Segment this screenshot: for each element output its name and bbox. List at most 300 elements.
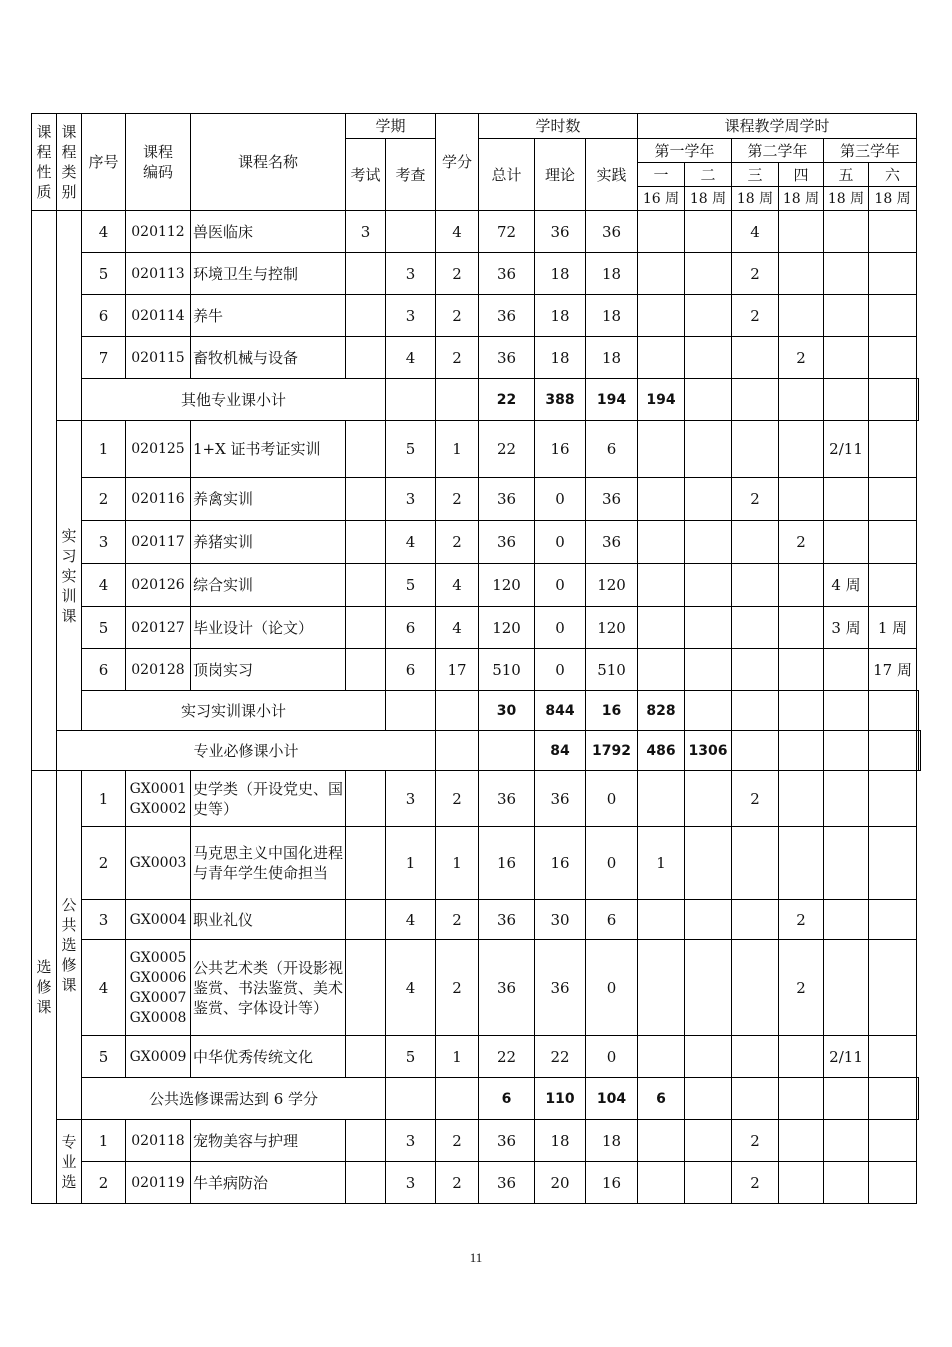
code-cell: GX0004: [126, 900, 191, 940]
total-hours-cell: 22: [479, 1036, 535, 1078]
credit-cell: 4: [436, 211, 479, 253]
seq-cell: 4: [82, 211, 126, 253]
total-hours-cell: 1792: [586, 731, 638, 771]
exam-cell: [386, 1078, 436, 1120]
semester-cell: [869, 1078, 917, 1120]
type-cell-other: [57, 211, 82, 421]
seq-cell: 2: [82, 478, 126, 521]
semester-cell: 2: [732, 771, 779, 827]
semester-cell: [638, 900, 685, 940]
check-cell: [386, 211, 436, 253]
semester-cell: [779, 478, 824, 521]
semester-cell: [685, 691, 732, 731]
semester-cell: 2/11: [824, 421, 869, 478]
semester-cell: [685, 771, 732, 827]
header-category: 课程性质: [32, 114, 57, 211]
header-seq: 序号: [82, 114, 126, 211]
theory-hours-cell: 486: [638, 731, 685, 771]
semester-cell: 2: [732, 295, 779, 337]
seq-cell: 2: [82, 827, 126, 900]
semester-cell: [779, 649, 824, 691]
check-cell: 3: [386, 478, 436, 521]
semester-cell: [638, 564, 685, 607]
header-year1: 第一学年: [638, 139, 732, 163]
course-name-cell: 中华优秀传统文化: [191, 1036, 346, 1078]
semester-cell: [869, 478, 917, 521]
semester-cell: [869, 521, 917, 564]
semester-cell: [824, 295, 869, 337]
seq-cell: 1: [82, 421, 126, 478]
seq-cell: 2: [82, 1162, 126, 1204]
course-name-cell: 马克思主义中国化进程与青年学生使命担当: [191, 827, 346, 900]
header-code: 课程编码: [126, 114, 191, 211]
practice-hours-cell: 828: [638, 691, 685, 731]
header-credit: 学分: [436, 114, 479, 211]
credit-cell: 2: [436, 253, 479, 295]
header-weeks: 18 周: [685, 187, 732, 211]
practice-hours-cell: 18: [586, 253, 638, 295]
semester-cell: [869, 771, 917, 827]
semester-cell: 4: [732, 211, 779, 253]
subtotal-row: [32, 731, 921, 771]
check-cell: 4: [386, 900, 436, 940]
total-hours-cell: 120: [479, 564, 535, 607]
semester-cell: [685, 337, 732, 379]
subtotal-row: [32, 691, 921, 731]
semester-cell: [638, 1162, 685, 1204]
practice-hours-cell: 6: [586, 900, 638, 940]
type-cell-public-elective: [57, 771, 82, 1120]
semester-cell: 2: [732, 478, 779, 521]
practice-hours-cell: 1306: [685, 731, 732, 771]
semester-cell: [779, 1078, 824, 1120]
credit-cell: 2: [436, 1120, 479, 1162]
course-name-cell: 养猪实训: [191, 521, 346, 564]
semester-cell: [779, 211, 824, 253]
table-row: [32, 253, 921, 295]
seq-cell: 4: [82, 940, 126, 1036]
theory-hours-cell: 20: [535, 1162, 586, 1204]
exam-cell: [346, 421, 386, 478]
header-name: 课程名称: [191, 114, 346, 211]
header-weeks: 18 周: [779, 187, 824, 211]
theory-hours-cell: 0: [535, 521, 586, 564]
semester-cell: [732, 940, 779, 1036]
course-name-cell: 职业礼仪: [191, 900, 346, 940]
practice-hours-cell: 0: [586, 771, 638, 827]
table-row: [32, 1120, 921, 1162]
semester-cell: [685, 253, 732, 295]
exam-cell: [346, 1036, 386, 1078]
theory-hours-cell: 194: [586, 379, 638, 421]
total-hours-cell: 110: [535, 1078, 586, 1120]
semester-cell: [685, 1120, 732, 1162]
semester-cell: [869, 1162, 917, 1204]
semester-cell: [779, 295, 824, 337]
credit-cell: 2: [436, 900, 479, 940]
semester-cell: [869, 564, 917, 607]
check-cell: 3: [386, 1162, 436, 1204]
semester-cell: 2: [732, 1162, 779, 1204]
theory-hours-cell: 22: [535, 1036, 586, 1078]
theory-hours-cell: 36: [535, 771, 586, 827]
credit-cell: 4: [436, 607, 479, 649]
semester-cell: [824, 521, 869, 564]
exam-cell: [346, 521, 386, 564]
semester-cell: [824, 1120, 869, 1162]
theory-hours-cell: 16: [535, 421, 586, 478]
semester-cell: [779, 421, 824, 478]
semester-cell: [824, 379, 869, 421]
semester-cell: [779, 691, 824, 731]
semester-cell: [732, 827, 779, 900]
semester-cell: [824, 478, 869, 521]
subtotal-row: [32, 379, 921, 421]
credit-cell: 1: [436, 827, 479, 900]
credit-cell: 6: [479, 1078, 535, 1120]
credit-cell: 2: [436, 940, 479, 1036]
code-cell: 020126: [126, 564, 191, 607]
header-total: 总计: [479, 139, 535, 211]
seq-cell: 1: [82, 771, 126, 827]
table-row: [32, 1036, 921, 1078]
practice-hours-cell: 120: [586, 607, 638, 649]
total-hours-cell: 36: [479, 1162, 535, 1204]
semester-cell: [638, 1036, 685, 1078]
table-row: [32, 478, 921, 521]
course-name-cell: 史学类（开设党史、国史等）: [191, 771, 346, 827]
semester-cell: [869, 900, 917, 940]
semester-cell: [779, 771, 824, 827]
header-semester: 四: [779, 163, 824, 187]
header-weekly: 课程教学周学时: [638, 114, 917, 139]
semester-cell: [732, 564, 779, 607]
check-cell: 3: [386, 253, 436, 295]
semester-cell: [824, 1078, 869, 1120]
seq-cell: 5: [82, 253, 126, 295]
semester-cell: [685, 940, 732, 1036]
table-row: [32, 295, 921, 337]
semester-cell: [779, 607, 824, 649]
practice-hours-cell: 18: [586, 337, 638, 379]
semester-cell: 2: [732, 253, 779, 295]
check-cell: [479, 731, 535, 771]
total-hours-cell: 36: [479, 253, 535, 295]
total-hours-cell: 510: [479, 649, 535, 691]
subtotal-label: 其他专业课小计: [82, 379, 386, 421]
semester-cell: [869, 940, 917, 1036]
total-hours-cell: 36: [479, 940, 535, 1036]
exam-cell: [346, 649, 386, 691]
semester-cell: [638, 771, 685, 827]
code-cell: 020117: [126, 521, 191, 564]
course-name-cell: 顶岗实习: [191, 649, 346, 691]
check-cell: [436, 379, 479, 421]
practice-hours-cell: 6: [586, 421, 638, 478]
exam-cell: [346, 253, 386, 295]
group-label: 选修课: [36, 958, 52, 1016]
total-hours-cell: 36: [479, 521, 535, 564]
code-cell: GX0001 GX0002: [126, 771, 191, 827]
semester-cell: [869, 827, 917, 900]
semester-cell: [638, 649, 685, 691]
practice-hours-cell: 36: [586, 478, 638, 521]
table-row: [32, 521, 921, 564]
table-row: [32, 211, 921, 253]
semester-cell: [869, 253, 917, 295]
semester-cell: [779, 379, 824, 421]
group-label: 专业选: [61, 1132, 77, 1191]
semester-cell: [638, 1120, 685, 1162]
theory-hours-cell: 0: [535, 564, 586, 607]
semester-cell: [824, 827, 869, 900]
code-cell: 020128: [126, 649, 191, 691]
semester-cell: [685, 478, 732, 521]
semester-cell: [824, 337, 869, 379]
seq-cell: 5: [82, 607, 126, 649]
exam-cell: [346, 478, 386, 521]
header-type: 课程类别: [57, 114, 82, 211]
credit-cell: 17: [436, 649, 479, 691]
header-weeks: 18 周: [869, 187, 917, 211]
semester-cell: [824, 211, 869, 253]
exam-cell: 3: [346, 211, 386, 253]
header-semester: 二: [685, 163, 732, 187]
semester-cell: [824, 253, 869, 295]
check-cell: 3: [386, 771, 436, 827]
credit-cell: 30: [479, 691, 535, 731]
code-cell: 020118: [126, 1120, 191, 1162]
theory-hours-cell: 0: [535, 607, 586, 649]
semester-cell: [638, 295, 685, 337]
semester-cell: [732, 1036, 779, 1078]
table-row: [32, 940, 921, 1036]
group-label: 公共选修课: [61, 896, 77, 994]
seq-cell: 6: [82, 649, 126, 691]
semester-cell: 2: [732, 1120, 779, 1162]
semester-cell: [732, 1078, 779, 1120]
semester-cell: [779, 1162, 824, 1204]
semester-cell: [638, 478, 685, 521]
semester-cell: [919, 731, 921, 771]
semester-cell: [824, 771, 869, 827]
check-cell: 3: [386, 295, 436, 337]
total-hours-cell: 36: [479, 771, 535, 827]
theory-hours-cell: 16: [535, 827, 586, 900]
table-row: [32, 900, 921, 940]
header-weeks: 18 周: [824, 187, 869, 211]
theory-hours-cell: 18: [535, 295, 586, 337]
check-cell: 4: [386, 337, 436, 379]
semester-cell: [685, 607, 732, 649]
code-cell: 020119: [126, 1162, 191, 1204]
semester-cell: [779, 1120, 824, 1162]
credit-cell: 2: [436, 478, 479, 521]
seq-cell: 4: [82, 564, 126, 607]
theory-hours-cell: 18: [535, 1120, 586, 1162]
semester-cell: [685, 900, 732, 940]
code-cell: GX0009: [126, 1036, 191, 1078]
practice-hours-cell: 0: [586, 1036, 638, 1078]
semester-cell: [638, 337, 685, 379]
check-cell: 4: [386, 940, 436, 1036]
semester-cell: [638, 607, 685, 649]
total-hours-cell: 36: [479, 478, 535, 521]
semester-cell: [917, 1078, 919, 1120]
practice-hours-cell: 6: [638, 1078, 685, 1120]
semester-cell: [685, 521, 732, 564]
total-hours-cell: 388: [535, 379, 586, 421]
semester-cell: [638, 211, 685, 253]
semester-cell: [869, 379, 917, 421]
semester-cell: 2: [779, 337, 824, 379]
semester-cell: [732, 379, 779, 421]
subtotal-row: [32, 1078, 921, 1120]
semester-cell: [685, 1036, 732, 1078]
semester-cell: [638, 253, 685, 295]
table-row: [32, 421, 921, 478]
semester-cell: [779, 1036, 824, 1078]
code-cell: GX0003: [126, 827, 191, 900]
theory-hours-cell: 16: [586, 691, 638, 731]
table-row: [32, 649, 921, 691]
type-cell-practical: [57, 421, 82, 731]
semester-cell: [779, 564, 824, 607]
semester-cell: [824, 940, 869, 1036]
practice-hours-cell: 36: [586, 521, 638, 564]
seq-cell: 6: [82, 295, 126, 337]
code-cell: 020112: [126, 211, 191, 253]
semester-cell: [638, 521, 685, 564]
credit-cell: 22: [479, 379, 535, 421]
header-year2: 第二学年: [732, 139, 824, 163]
course-name-cell: 公共艺术类（开设影视鉴赏、书法鉴赏、美术鉴赏、字体设计等）: [191, 940, 346, 1036]
semester-cell: [732, 337, 779, 379]
subtotal-label: 实习实训课小计: [82, 691, 386, 731]
practice-hours-cell: 0: [586, 827, 638, 900]
header-term: 学期: [346, 114, 436, 139]
type-cell-major-elective: [57, 1120, 82, 1204]
total-hours-cell: 22: [479, 421, 535, 478]
table-row: [32, 337, 921, 379]
header-semester: 三: [732, 163, 779, 187]
header-weeks: 18 周: [732, 187, 779, 211]
exam-cell: [346, 1162, 386, 1204]
semester-cell: [685, 649, 732, 691]
total-hours-cell: 72: [479, 211, 535, 253]
semester-cell: [685, 564, 732, 607]
theory-hours-cell: 18: [535, 253, 586, 295]
header-semester: 六: [869, 163, 917, 187]
practice-hours-cell: 510: [586, 649, 638, 691]
exam-cell: [346, 827, 386, 900]
theory-hours-cell: 30: [535, 900, 586, 940]
credit-cell: 1: [436, 1036, 479, 1078]
semester-cell: 2: [779, 900, 824, 940]
table-row: [32, 771, 921, 827]
semester-cell: 3 周: [824, 607, 869, 649]
semester-cell: [685, 421, 732, 478]
semester-cell: 2: [779, 521, 824, 564]
semester-cell: [824, 731, 869, 771]
category-cell-elective: [32, 771, 57, 1204]
theory-hours-cell: 36: [535, 211, 586, 253]
subtotal-label: 公共选修课需达到 6 学分: [82, 1078, 386, 1120]
check-cell: [436, 1078, 479, 1120]
credit-cell: 2: [436, 337, 479, 379]
total-hours-cell: 36: [479, 337, 535, 379]
seq-cell: 1: [82, 1120, 126, 1162]
semester-cell: [917, 691, 919, 731]
semester-cell: [732, 731, 779, 771]
course-name-cell: 畜牧机械与设备: [191, 337, 346, 379]
header-practice: 实践: [586, 139, 638, 211]
check-cell: 5: [386, 564, 436, 607]
semester-cell: [869, 421, 917, 478]
semester-cell: [779, 827, 824, 900]
semester-cell: [869, 731, 917, 771]
exam-cell: [346, 940, 386, 1036]
semester-cell: [732, 421, 779, 478]
exam-cell: [346, 295, 386, 337]
code-cell: 020115: [126, 337, 191, 379]
semester-cell: [869, 1036, 917, 1078]
semester-cell: [824, 900, 869, 940]
header-theory: 理论: [535, 139, 586, 211]
check-cell: 6: [386, 607, 436, 649]
exam-cell: [346, 337, 386, 379]
semester-cell: 1: [638, 827, 685, 900]
total-hours-cell: 120: [479, 607, 535, 649]
semester-cell: [824, 1162, 869, 1204]
check-cell: 1: [386, 827, 436, 900]
semester-cell: [779, 731, 824, 771]
category-cell-required: [32, 211, 57, 771]
semester-cell: [685, 1078, 732, 1120]
check-cell: 5: [386, 421, 436, 478]
seq-cell: 3: [82, 521, 126, 564]
course-name-cell: 牛羊病防治: [191, 1162, 346, 1204]
code-cell: 020127: [126, 607, 191, 649]
table-row: [32, 607, 921, 649]
check-cell: 4: [386, 521, 436, 564]
check-cell: 3: [386, 1120, 436, 1162]
table-row: [32, 564, 921, 607]
table-row: [32, 1162, 921, 1204]
semester-cell: [824, 691, 869, 731]
exam-cell: [346, 900, 386, 940]
header-semester: 五: [824, 163, 869, 187]
semester-cell: [869, 337, 917, 379]
header-exam: 考试: [346, 139, 386, 211]
semester-cell: 17 周: [869, 649, 917, 691]
credit-cell: 2: [436, 771, 479, 827]
total-hours-cell: 36: [479, 1120, 535, 1162]
total-hours-cell: 16: [479, 827, 535, 900]
semester-cell: [685, 379, 732, 421]
curriculum-table: [31, 113, 921, 1204]
semester-cell: [917, 379, 919, 421]
course-name-cell: 环境卫生与控制: [191, 253, 346, 295]
theory-hours-cell: 36: [535, 940, 586, 1036]
theory-hours-cell: 18: [535, 337, 586, 379]
exam-cell: [346, 1120, 386, 1162]
seq-cell: 3: [82, 900, 126, 940]
check-cell: [436, 691, 479, 731]
header-weeks: 16 周: [638, 187, 685, 211]
semester-cell: [732, 649, 779, 691]
semester-cell: [732, 521, 779, 564]
